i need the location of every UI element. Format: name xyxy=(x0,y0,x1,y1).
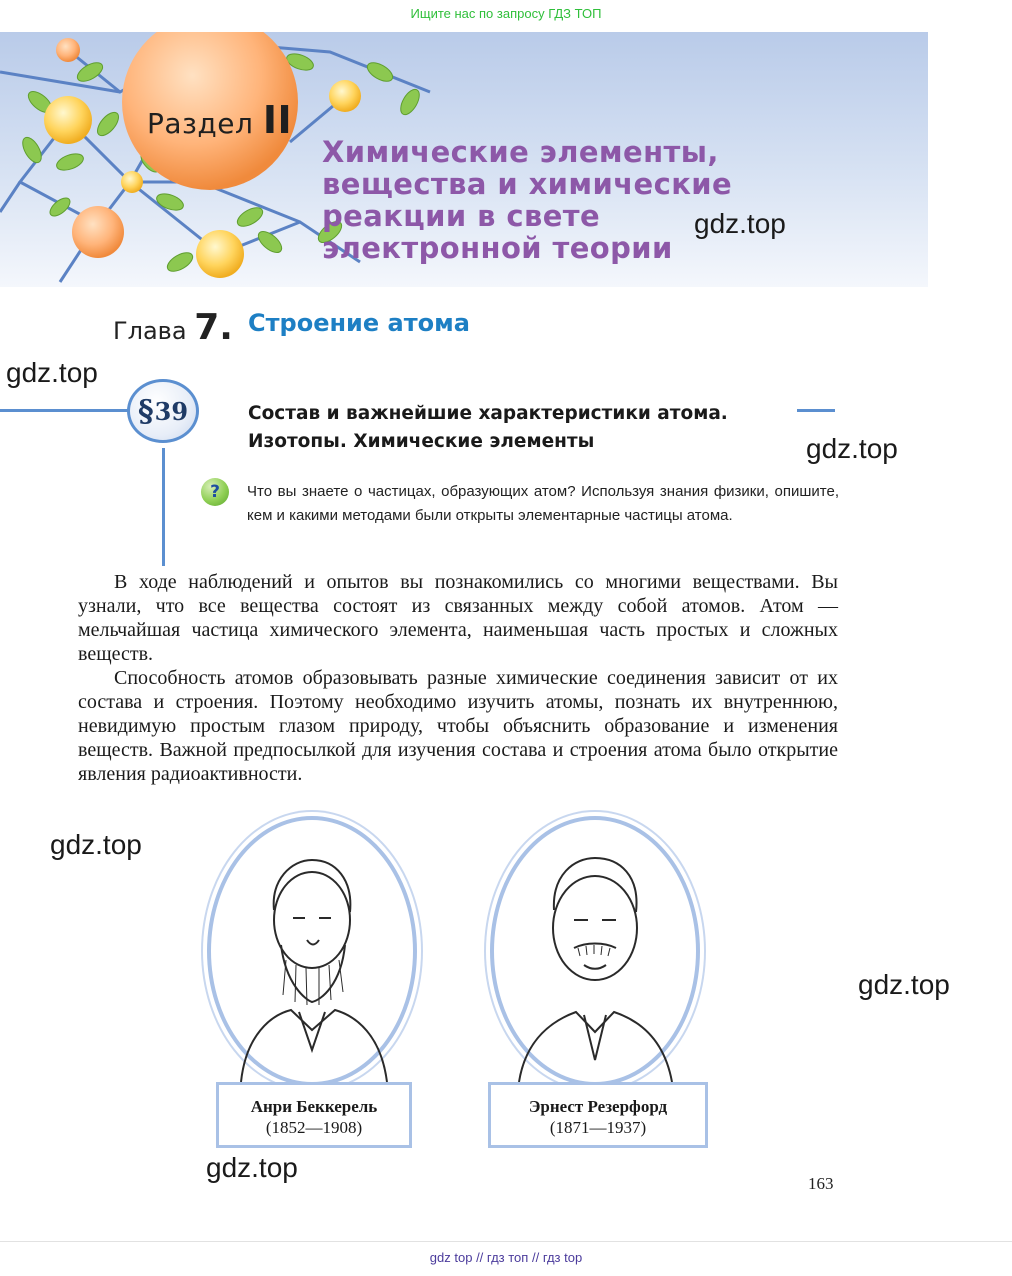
portrait-rutherford xyxy=(490,816,700,1086)
paragraph-rule-right xyxy=(797,409,835,412)
footer-link[interactable]: гдз top xyxy=(542,1250,583,1265)
section-title-line: реакции в свете xyxy=(322,199,601,233)
footer-divider xyxy=(0,1241,1012,1242)
footer-link[interactable]: гдз топ xyxy=(486,1250,529,1265)
section-label-text: Раздел xyxy=(147,107,254,140)
body-text xyxy=(78,570,838,786)
section-title-line: электронной теории xyxy=(322,231,673,265)
page-number: 163 xyxy=(808,1174,834,1193)
section-number: II xyxy=(262,98,293,142)
watermark: gdz.top xyxy=(858,969,950,1000)
portrait-becquerel-drawing xyxy=(211,820,413,1082)
portrait-rutherford-drawing xyxy=(494,820,696,1082)
paragraph-sign: § xyxy=(137,393,154,429)
paragraph-number: 39 xyxy=(154,396,189,426)
chapter-label xyxy=(113,307,233,348)
section-title xyxy=(322,136,762,264)
caption-rutherford xyxy=(488,1082,708,1148)
watermark: gdz.top xyxy=(806,433,898,464)
portrait-becquerel xyxy=(207,816,417,1086)
portrait-years: (1852—1908) xyxy=(265,1118,363,1137)
watermark: gdz.top xyxy=(50,829,142,860)
section-label xyxy=(147,98,292,142)
watermark: gdz.top xyxy=(6,357,98,388)
paragraph-rule-left xyxy=(0,409,128,412)
question-mark-icon xyxy=(201,478,229,506)
footer-links xyxy=(0,1250,1012,1265)
portrait-name: Анри Беккерель xyxy=(250,1097,378,1116)
question-symbol: ? xyxy=(210,482,220,502)
paragraph-rule-vertical xyxy=(162,448,165,566)
top-search-link[interactable]: Ищите нас по запросу ГДЗ ТОП xyxy=(410,6,602,21)
watermark: gdz.top xyxy=(206,1152,298,1183)
caption-becquerel xyxy=(216,1082,412,1148)
chapter-number: 7. xyxy=(194,307,233,348)
paragraph-title-line: Состав и важнейшие характеристики атома. xyxy=(248,403,728,424)
chapter-label-text: Глава xyxy=(113,317,187,345)
paragraph-badge xyxy=(127,379,199,443)
section-title-line: Химические элементы, xyxy=(322,135,719,169)
paragraph-title xyxy=(248,400,728,456)
body-paragraph: В ходе наблюдений и опытов вы познакомились со многими веществами. Вы узнали, что все вещества состоят из связанных между собой атомов. Атом — мельчайшая частица химического элемента, наименьшая часть простых и сложных веществ. xyxy=(78,571,838,665)
portrait-name: Эрнест Резерфорд xyxy=(528,1097,668,1116)
section-title-line: вещества и химические xyxy=(322,167,733,201)
footer-link[interactable]: gdz top xyxy=(429,1250,473,1265)
watermark: gdz.top xyxy=(694,208,786,239)
footer-separator: // xyxy=(476,1250,484,1265)
body-paragraph: Способность атомов образовывать разные химические соединения зависит от их состава и строения. Поэтому необходимо изучить атомы, познать их внутреннюю, невидимую простым глазом природу, чтобы объяснить образование и изменения веществ. Важной предпосылкой для изучения состава и строения атома было открытие явления радиоактивности. xyxy=(78,667,838,785)
footer-separator: // xyxy=(531,1250,540,1265)
chapter-title: Строение атома xyxy=(248,309,470,337)
question-text: Что вы знаете о частицах, образующих атом? Используя знания физики, опишите, кем и какими методами были открыты элементарные частицы атома. xyxy=(247,483,839,524)
paragraph-title-line: Изотопы. Химические элементы xyxy=(248,431,595,452)
portrait-years: (1871—1937) xyxy=(549,1118,647,1137)
